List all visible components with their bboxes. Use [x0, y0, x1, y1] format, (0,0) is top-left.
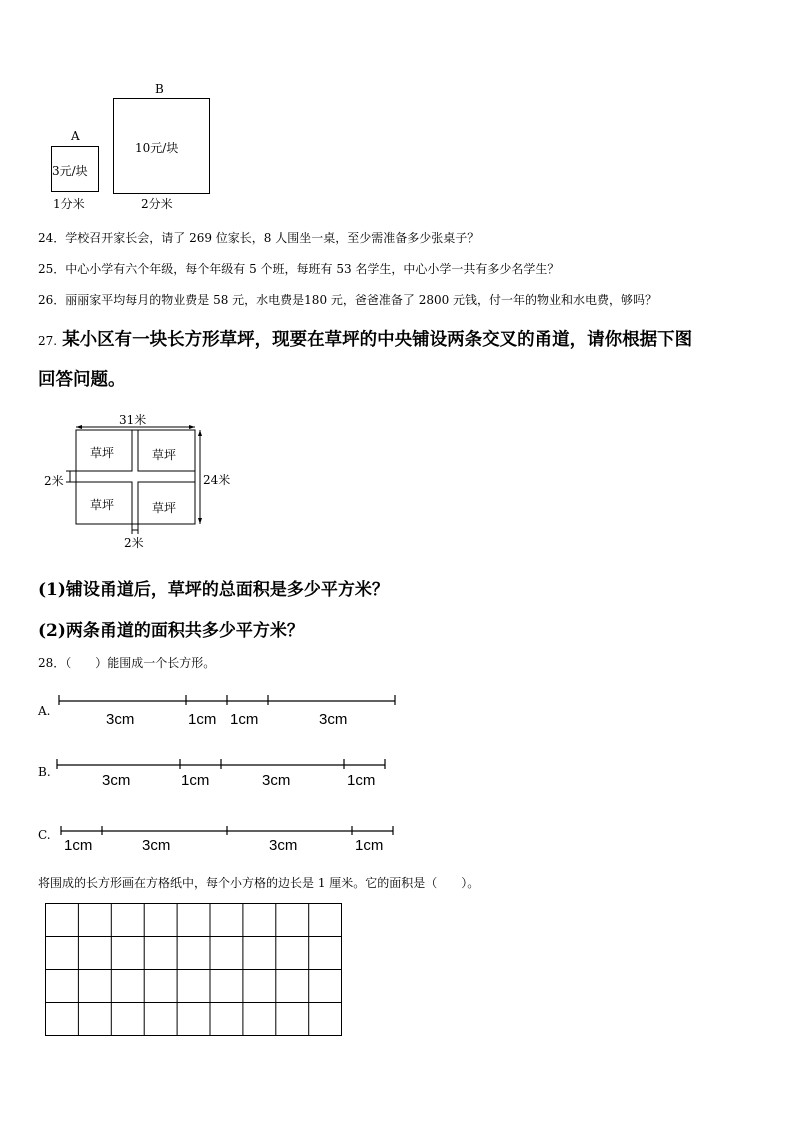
option-b-letter: B. [38, 765, 51, 779]
tile-b-letter: B [155, 82, 164, 96]
question-28-followup: 将围成的长方形画在方格纸中，每个小方格的边长是 1 厘米。它的面积是（ ）。 [38, 876, 480, 890]
segment-label: 1cm [181, 772, 210, 789]
grid-paper [45, 903, 343, 1037]
question-26: 26．丽丽家平均每月的物业费是 58 元，水电费是180 元，爸爸准备了 2800 元钱，付一年的物业和水电费，够吗？ [38, 293, 658, 307]
grass-label: 草坪 [90, 446, 115, 460]
option-c-letter: C. [38, 828, 51, 842]
tile-figure [40, 80, 240, 215]
segment-label: 3cm [102, 772, 131, 789]
lawn-diagram [40, 410, 240, 555]
grid-paper-svg [45, 903, 343, 1037]
segment-label: 1cm [355, 837, 384, 854]
option-a-line [38, 690, 408, 710]
grass-label: 草坪 [152, 501, 177, 515]
question-27-line2: 回答问题。 [38, 370, 126, 390]
segment-label: 1cm [64, 837, 93, 854]
question-27-sub-2: (2)两条甬道的面积共多少平方米？ [38, 621, 304, 641]
grass-label: 草坪 [152, 448, 177, 462]
lawn-width-label: 31米 [119, 413, 147, 427]
tile-a-size: 1分米 [53, 197, 85, 211]
option-b-line [38, 752, 408, 772]
tile-a-letter: A [71, 129, 80, 143]
tile-b-price: 10元/块 [135, 141, 179, 155]
lawn-path-left-label: 2米 [44, 474, 64, 488]
lawn-height-label: 24米 [203, 473, 231, 487]
question-27-line1 [38, 326, 692, 351]
question-27-text: 某小区有一块长方形草坪，现要在草坪的中央铺设两条交叉的甬道，请你根据下图 [62, 330, 693, 350]
question-24: 24．学校召开家长会，请了 269 位家长，8 人围坐一桌，至少需准备多少张桌子？ [38, 231, 480, 245]
lawn-path-bottom-label: 2米 [124, 536, 144, 550]
option-c-line [38, 818, 408, 838]
segment-label: 3cm [269, 837, 298, 854]
tile-a-price: 3元/块 [52, 164, 88, 178]
segment-label: 1cm [230, 711, 259, 728]
option-b [38, 752, 408, 792]
segment-label: 3cm [262, 772, 291, 789]
question-27-sub-1: (1)铺设甬道后，草坪的总面积是多少平方米？ [38, 580, 389, 600]
grass-label: 草坪 [90, 498, 115, 512]
option-a [38, 690, 408, 730]
question-25: 25．中心小学有六个年级，每个年级有 5 个班，每班有 53 名学生，中心小学一共有多少名学生？ [38, 262, 560, 276]
segment-label: 3cm [142, 837, 171, 854]
option-c [38, 818, 408, 858]
segment-label: 3cm [106, 711, 135, 728]
segment-label: 1cm [347, 772, 376, 789]
question-28: 28．（ ）能围成一个长方形。 [38, 656, 216, 670]
segment-label: 1cm [188, 711, 217, 728]
option-a-letter: A. [38, 704, 51, 718]
question-27-number: 27. [38, 334, 58, 348]
tile-b-size: 2分米 [141, 197, 173, 211]
segment-label: 3cm [319, 711, 348, 728]
